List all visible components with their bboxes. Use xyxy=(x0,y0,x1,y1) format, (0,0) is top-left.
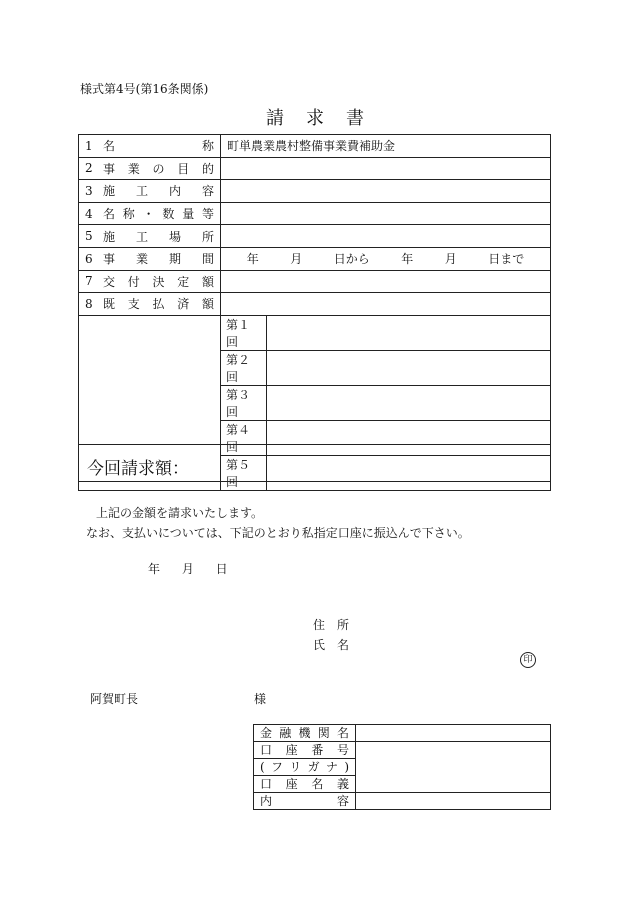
label-char: 番 xyxy=(311,743,324,757)
row-label-text xyxy=(103,250,214,267)
row-number: 1 xyxy=(85,138,93,153)
label-char: 容 xyxy=(336,794,349,808)
label-char: 的 xyxy=(201,161,214,176)
main-table xyxy=(78,134,551,491)
label-char: 施 xyxy=(103,184,116,199)
label-char: 業 xyxy=(127,161,140,176)
installment-value[interactable] xyxy=(267,350,551,385)
bank-label xyxy=(260,776,349,792)
label-char: 付 xyxy=(127,274,140,289)
row-label xyxy=(79,247,221,270)
label-char: 名 xyxy=(103,139,116,154)
installment-label: 第３回 xyxy=(221,385,267,420)
label-char: の xyxy=(152,161,165,176)
period-unit: 月 xyxy=(290,252,303,267)
label-char: 金 xyxy=(260,726,273,740)
period-unit: 日まで xyxy=(488,252,525,267)
installment-value[interactable] xyxy=(267,315,551,350)
bank-label xyxy=(260,759,349,775)
installment-label: 第１回 xyxy=(221,315,267,350)
installment-row xyxy=(79,315,551,350)
label-char: 場 xyxy=(168,229,181,244)
row-number: 4 xyxy=(85,206,93,221)
label-char: 決 xyxy=(152,274,165,289)
label-char: 名 xyxy=(311,777,324,791)
row-value[interactable] xyxy=(221,225,551,248)
row-label xyxy=(79,202,221,225)
label-char: 機 xyxy=(298,726,311,740)
label-char: 間 xyxy=(201,252,214,267)
row-label xyxy=(79,157,221,180)
row-value[interactable]: 町単農業農村整備事業費補助金 xyxy=(221,135,551,158)
label-char: 額 xyxy=(201,297,214,312)
label-char: 内 xyxy=(260,794,273,808)
row-value[interactable] xyxy=(221,202,551,225)
table-row xyxy=(79,135,551,158)
bank-row xyxy=(254,742,551,759)
form-id: 様式第4号(第16条関係) xyxy=(80,82,209,96)
recipient: 阿賀町長 xyxy=(90,692,139,706)
table-row xyxy=(79,293,551,316)
label-char: 額 xyxy=(201,274,214,289)
label-char: 工 xyxy=(135,229,148,244)
row-value[interactable] xyxy=(221,270,551,293)
label-char: 定 xyxy=(177,274,190,289)
label-char: リ xyxy=(289,760,302,774)
address-label: 住 所 xyxy=(313,618,350,632)
label-char: 既 xyxy=(103,297,116,312)
row-value[interactable] xyxy=(221,247,551,270)
label-char: 座 xyxy=(285,777,298,791)
label-char: 等 xyxy=(201,207,214,222)
row-label xyxy=(79,225,221,248)
bank-value[interactable] xyxy=(356,793,551,810)
installment-label: 第５回 xyxy=(221,455,267,490)
row-number: 3 xyxy=(85,183,93,198)
row-value[interactable] xyxy=(221,180,551,203)
label-char: 名 xyxy=(103,207,116,222)
table-row xyxy=(79,247,551,270)
label-char: 名 xyxy=(336,726,349,740)
label-char: フ xyxy=(271,760,284,774)
label-char: ) xyxy=(344,760,349,774)
table-row xyxy=(79,270,551,293)
claim-amount-box[interactable] xyxy=(78,444,551,482)
label-char: 号 xyxy=(336,743,349,757)
bank-label-cell xyxy=(254,776,356,793)
row-number: 2 xyxy=(85,161,93,176)
request-statement: 上記の金額を請求いたします。 xyxy=(96,506,264,520)
row-value[interactable] xyxy=(221,157,551,180)
row-label xyxy=(79,135,221,158)
name-label: 氏 名 xyxy=(313,638,350,652)
table-row xyxy=(79,202,551,225)
bank-label xyxy=(260,793,349,809)
label-char: 容 xyxy=(201,184,214,199)
bank-label-cell xyxy=(254,725,356,742)
row-label-text xyxy=(103,160,214,177)
row-label-text xyxy=(103,137,214,154)
label-char: 所 xyxy=(201,229,214,244)
label-char: 済 xyxy=(177,297,190,312)
label-char: ( xyxy=(260,760,265,774)
bank-row xyxy=(254,725,551,742)
row-number: 8 xyxy=(85,296,93,311)
label-char: 業 xyxy=(135,252,148,267)
row-value[interactable] xyxy=(221,293,551,316)
label-char: 目 xyxy=(177,161,190,176)
bank-label-cell xyxy=(254,793,356,810)
label-char: 口 xyxy=(260,743,273,757)
label-char: 量 xyxy=(182,207,195,222)
label-char: ガ xyxy=(307,760,320,774)
honorific: 様 xyxy=(254,692,267,706)
row-label xyxy=(79,180,221,203)
label-char: 事 xyxy=(103,252,116,267)
label-char: 称 xyxy=(122,207,135,222)
row-label xyxy=(79,270,221,293)
table-row xyxy=(79,225,551,248)
document-title: 請求書 xyxy=(266,108,386,129)
label-char: 事 xyxy=(103,161,116,176)
period-unit: 年 xyxy=(246,252,259,267)
period-unit: 月 xyxy=(444,252,457,267)
label-char: 内 xyxy=(168,184,181,199)
row-label-text xyxy=(103,205,214,222)
seal-mark: 印 xyxy=(520,652,536,668)
period-unit: 年 xyxy=(401,252,414,267)
bank-row xyxy=(254,793,551,810)
table-row xyxy=(79,157,551,180)
date-line: 年 月 日 xyxy=(148,562,228,576)
label-char: 称 xyxy=(201,139,214,154)
bank-label xyxy=(260,742,349,758)
label-char: 期 xyxy=(168,252,181,267)
bank-label-cell xyxy=(254,759,356,776)
row-label-text xyxy=(103,182,214,199)
installment-value[interactable] xyxy=(267,385,551,420)
installment-label: 第４回 xyxy=(221,420,267,455)
label-char: 数 xyxy=(162,207,175,222)
claim-label: 今回請求額： xyxy=(87,459,189,479)
label-char: 工 xyxy=(135,184,148,199)
bank-table xyxy=(253,724,551,810)
bank-value[interactable] xyxy=(356,725,551,742)
row-number: 5 xyxy=(85,229,93,244)
label-char: 払 xyxy=(152,297,165,312)
account-value[interactable] xyxy=(356,742,551,793)
bank-label-cell xyxy=(254,742,356,759)
label-char: 義 xyxy=(336,777,349,791)
period-unit: 日から xyxy=(333,252,370,267)
label-char: ナ xyxy=(325,760,338,774)
period-field xyxy=(227,250,544,267)
payment-instruction: なお、支払いについては、下記のとおり私指定口座に振込んで下さい。 xyxy=(86,526,470,540)
row-label-text xyxy=(103,295,214,312)
row-label-text xyxy=(103,273,214,290)
label-char: 施 xyxy=(103,229,116,244)
label-char: 交 xyxy=(103,274,116,289)
label-char: 支 xyxy=(127,297,140,312)
table-row xyxy=(79,180,551,203)
row-label-text xyxy=(103,228,214,245)
installment-label: 第２回 xyxy=(221,350,267,385)
label-char: 座 xyxy=(285,743,298,757)
label-char: ・ xyxy=(142,207,155,222)
label-char: 口 xyxy=(260,777,273,791)
row-number: 6 xyxy=(85,251,93,266)
row-label xyxy=(79,293,221,316)
label-char: 関 xyxy=(317,726,330,740)
row-number: 7 xyxy=(85,274,93,289)
bank-label xyxy=(260,725,349,741)
label-char: 融 xyxy=(279,726,292,740)
